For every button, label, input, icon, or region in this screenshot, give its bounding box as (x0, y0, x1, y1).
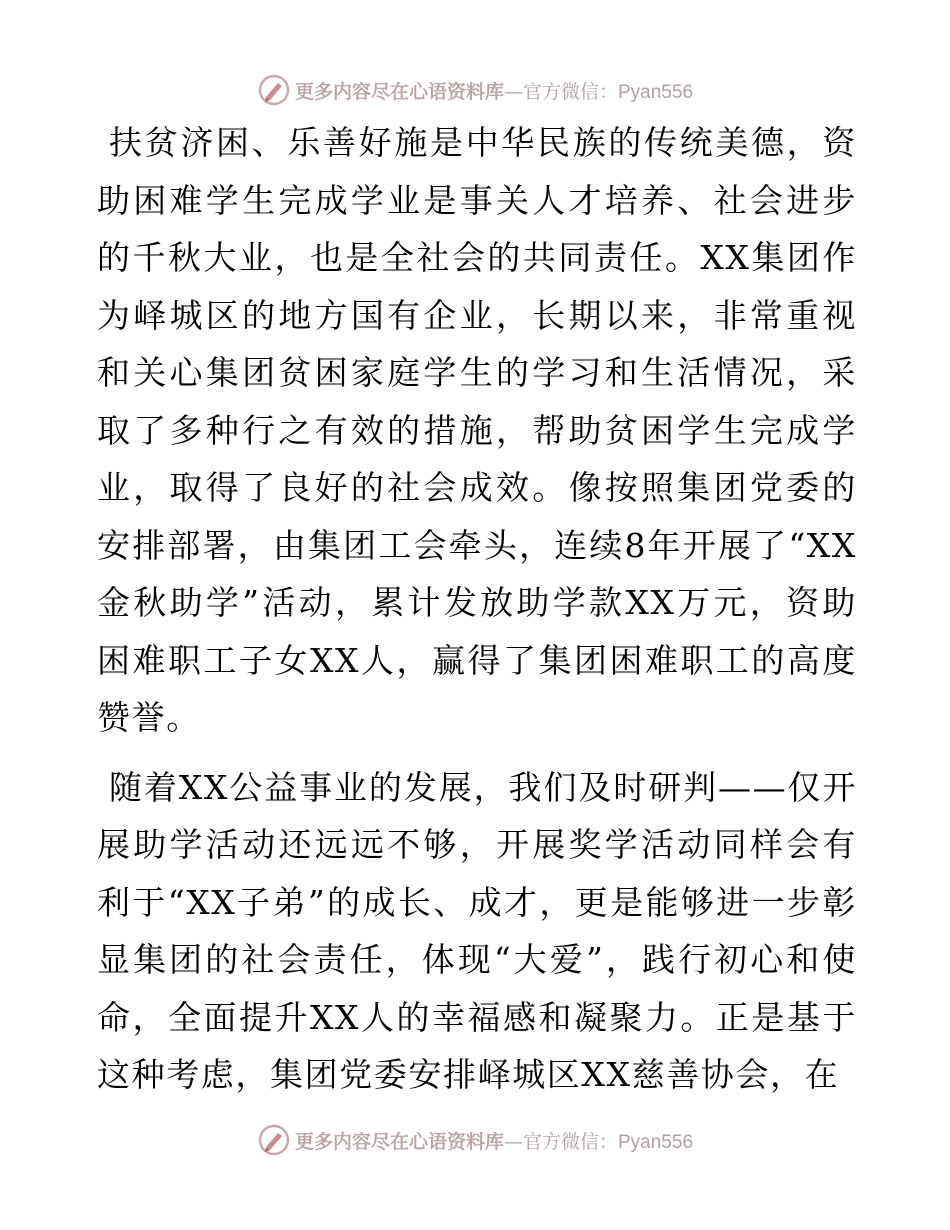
paragraph-1: 扶贫济困、乐善好施是中华民族的传统美德，资助困难学生完成学业是事关人才培养、社会进步的千秋大业，也是全社会的共同责任。XX集团作为峄城区的地方国有企业，长期以来，非常重视和关心集团贫困家庭学生的学习和生活情况，采取了多种行之有效的措施，帮助贫困学生完成学业，取得了良好的社会成效。像按照集团党委的安排部署，由集团工会牵头，连续8年开展了“XX金秋助学”活动，累计发放助学款XX万元，资助困难职工子女XX人，赢得了集团困难职工的高度赞誉。 (97, 123, 857, 737)
watermark-wechat-label: 官方微信： (522, 1130, 618, 1153)
footer-watermark (0, 1120, 950, 1160)
watermark-text (295, 77, 693, 104)
paragraph-2: 随着XX公益事业的发展，我们及时研判——仅开展助学活动还远远不够，开展奖学活动同样会有利于“XX子弟”的成长、成才，更是能够进一步彰显集团的社会责任，体现“大爱”，践行初心和使命，全面提升XX人的幸福感和凝聚力。正是基于这种考虑，集团党委安排峄城区XX慈善协会，在 (97, 767, 857, 1094)
watermark-separator: — (503, 1130, 523, 1153)
header-watermark (0, 70, 950, 110)
watermark-text (295, 1127, 693, 1154)
watermark-separator: — (503, 80, 523, 103)
watermark-brand: 更多内容尽在心语资料库 (294, 80, 504, 103)
pen-logo-icon (257, 1123, 291, 1157)
watermark-wechat-id: Pyan556 (618, 81, 694, 103)
document-body (97, 114, 857, 1104)
watermark-brand: 更多内容尽在心语资料库 (294, 1130, 504, 1153)
watermark-wechat-label: 官方微信： (522, 80, 618, 103)
pen-logo-icon (257, 73, 291, 107)
watermark-wechat-id: Pyan556 (618, 1131, 694, 1153)
